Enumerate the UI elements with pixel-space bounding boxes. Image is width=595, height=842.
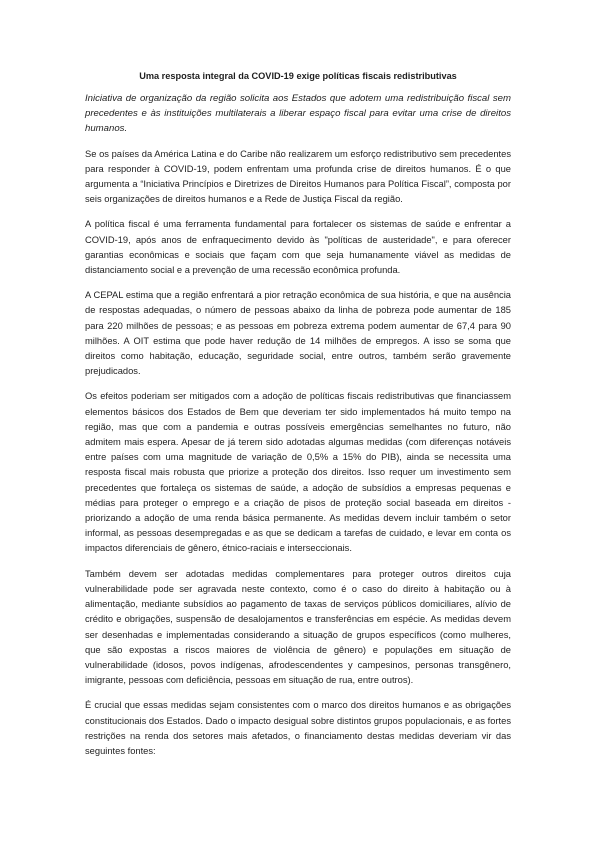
document-subtitle: Iniciativa de organização da região solicita aos Estados que adotem uma redistribuição fiscal sem precedentes e às instituições multilaterais a liberar espaço fiscal para evitar uma crise de direitos humanos. [85, 93, 511, 135]
paragraph-1: Se os países da América Latina e do Caribe não realizarem um esforço redistributivo sem precedentes para responder à COVID-19, podem enfrentam uma profunda crise de direitos humanos. É o que argumenta a “Iniciativa Princípios e Diretrizes de Direitos Humanos para Política Fiscal”, composta por seis organizações de direitos humanos e a Rede de Justiça Fiscal da região. [85, 148, 511, 205]
paragraph-6: É crucial que essas medidas sejam consistentes com o marco dos direitos humanos e as obrigações constitucionais dos Estados. Dado o impacto desigual sobre distintos grupos populacionais, e as fortes restrições na renda dos setores mais afetados, o financiamento destas medidas deveriam vir das seguintes fontes: [85, 700, 511, 756]
paragraph-2: A política fiscal é uma ferramenta fundamental para fortalecer os sistemas de saúde e enfrentar a COVID-19, após anos de enfraquecimento devido às "políticas de austeridade", e para oferecer garantias econômicas e sociais que façam com que seja humanamente viável as medidas de distanciamento social e a prevenção de uma recessão econômica profunda. [85, 219, 511, 276]
document-title: Uma resposta integral da COVID-19 exige políticas fiscais redistributivas [139, 71, 457, 81]
paragraph-3: A CEPAL estima que a região enfrentará a pior retração econômica de sua história, e que na ausência de respostas adequadas, o número de pessoas abaixo da linha de pobreza pode aumentar de 185 para 220 milhões de pessoas; e as pessoas em pobreza extrema podem aumentar de 67,4 para 90 milhões. A OIT estima que pode haver redução de 14 milhões de empregos. A isso se soma que direitos como habitação, educação, seguridade social, entre outros, também serão gravemente prejudicados. [85, 290, 511, 377]
paragraph-4: Os efeitos poderiam ser mitigados com a adoção de políticas fiscais redistributivas que financiassem elementos básicos dos Estados de Bem que deveriam ter sido implementados há muito tempo na região, mas que com a pandemia e outras possíveis emergências semelhantes no futuro, não admitem mais espera. Apesar de já terem sido adotadas algumas medidas (com diferenças notáveis entre países com uma magnitude de variação de 0,5% a 15% do PIB), ainda se necessita uma resposta fiscal mais robusta que priorize a proteção dos direitos. Isso requer um investimento sem precedentes que fortaleça os sistemas de saúde, a adoção de subsídios a empresas pequenas e médias para proteger o emprego e a criação de pisos de proteção social baseada em direitos - priorizando a adoção de uma renda básica permanente. As medidas devem incluir também o setor informal, as pessoas desempregadas e as que se dedicam a tarefas de cuidado, e levar em conta os impactos diferenciais de gênero, étnico-raciais e interseccionais. [85, 391, 511, 554]
paragraph-5: Também devem ser adotadas medidas complementares para proteger outros direitos cuja vulnerabilidade pode ser agravada neste contexto, como é o caso do direito à habitação ou à alimentação, mediante subsídios ao pagamento de taxas de serviços públicos domiciliares, alívio de crédito e obrigações, suspensão de desalojamentos e transferências em espécie. As medidas devem ser desenhadas e implementadas considerando a situação de grupos específicos (como mulheres, que são expostas a riscos maiores de violência de gênero) e populações em situação de vulnerabilidade (idosos, povos indígenas, afrodescendentes y campesinos, personas transgênero, imigrante, pessoas com deficiência, pessoas em situação de rua, entre outros). [85, 568, 511, 686]
